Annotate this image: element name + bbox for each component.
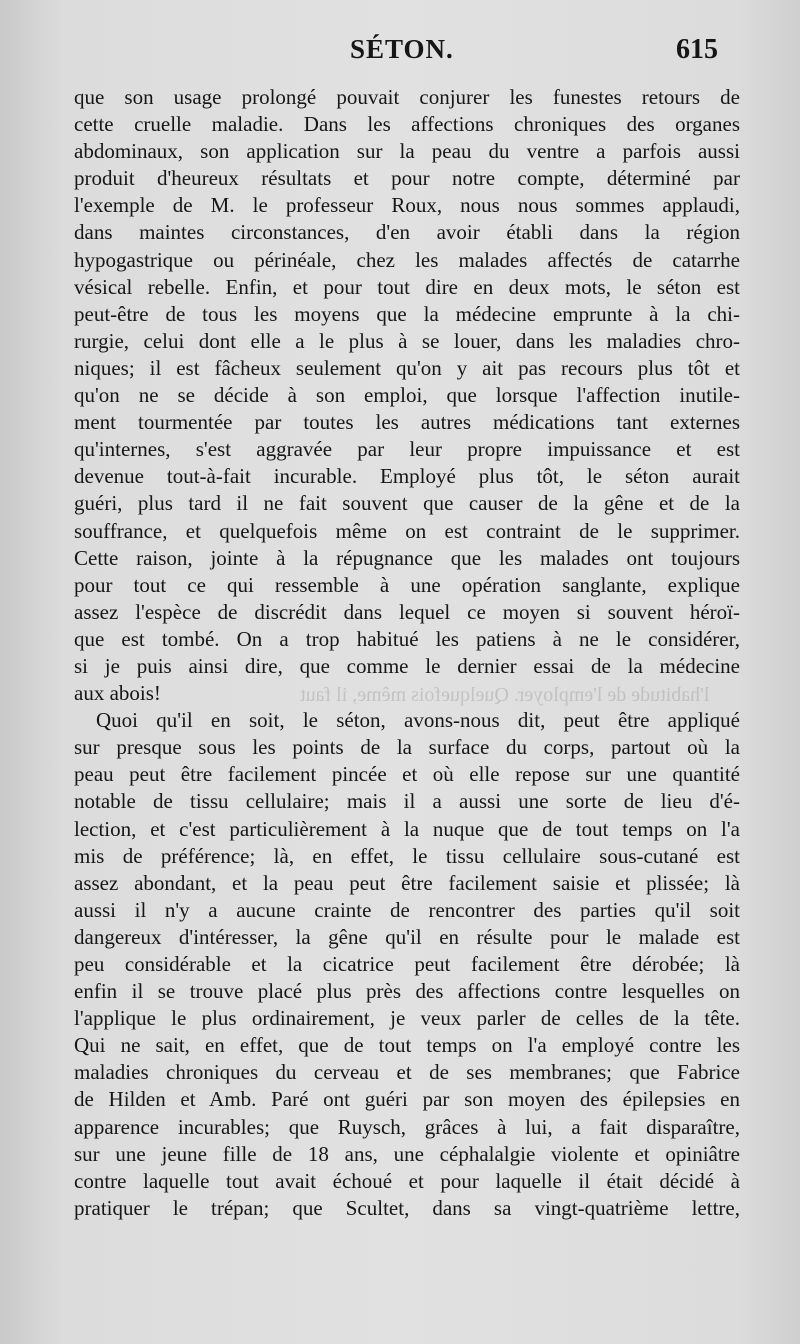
text-line: sur presque sous les points de la surface du corps, partout où la bbox=[74, 735, 740, 760]
text-line: apparence incurables; que Ruysch, grâces à lui, a fait disparaître, bbox=[74, 1114, 740, 1139]
text-line: peut-être de tous les moyens que la médecine emprunte à la chi- bbox=[74, 301, 740, 326]
text-line: Qui ne sait, en effet, que de tout temps on l'a employé contre les bbox=[74, 1033, 740, 1058]
text-line: sur une jeune fille de 18 ans, une céphalalgie violente et opiniâtre bbox=[74, 1141, 740, 1166]
paragraph-start-line: Quoi qu'il en soit, le séton, avons-nous dit, peut être appliqué bbox=[96, 708, 740, 733]
bleed-through-text: l'habitude de l'employer. Quelquefois même, il faut bbox=[300, 684, 710, 706]
text-line: vésical rebelle. Enfin, et pour tout dire en deux mots, le séton est bbox=[74, 274, 740, 299]
text-line: de Hilden et Amb. Paré ont guéri par son moyen des épilepsies en bbox=[74, 1087, 740, 1112]
text-line: assez l'espèce de discrédit dans lequel ce moyen si souvent héroï- bbox=[74, 599, 740, 624]
text-line: hypogastrique ou périnéale, chez les malades affectés de catarrhe bbox=[74, 247, 740, 272]
text-line: produit d'heureux résultats et pour notre compte, déterminé par bbox=[74, 166, 740, 191]
body-text bbox=[74, 84, 740, 1222]
text-line: assez abondant, et la peau peut être facilement saisie et plissée; là bbox=[74, 870, 740, 895]
text-line: lection, et c'est particulièrement à la nuque que de tout temps on l'a bbox=[74, 816, 740, 841]
text-line: si je puis ainsi dire, que comme le dernier essai de la médecine bbox=[74, 653, 740, 678]
text-line: cette cruelle maladie. Dans les affections chroniques des organes bbox=[74, 112, 740, 137]
text-line: dans maintes circonstances, d'en avoir établi dans la région bbox=[74, 220, 740, 245]
text-line: mis de préférence; là, en effet, le tissu cellulaire sous-cutané est bbox=[74, 843, 740, 868]
running-head-title: SÉTON. bbox=[350, 34, 454, 64]
running-head bbox=[0, 34, 800, 74]
text-line: guéri, plus tard il ne fait souvent que causer de la gêne et de la bbox=[74, 491, 740, 516]
text-line: souffrance, et quelquefois même on est contraint de le supprimer. bbox=[74, 518, 740, 543]
page-number: 615 bbox=[676, 34, 718, 65]
text-line: maladies chroniques du cerveau et de ses membranes; que Fabrice bbox=[74, 1060, 740, 1085]
text-line: que est tombé. On a trop habitué les patiens à ne le considérer, bbox=[74, 626, 740, 651]
paragraph-end-line: aux abois! bbox=[74, 681, 161, 706]
text-line: pour tout ce qui ressemble à une opération sanglante, explique bbox=[74, 572, 740, 597]
text-line: contre laquelle tout avait échoué et pour laquelle il était décidé à bbox=[74, 1168, 740, 1193]
text-line: devenue tout-à-fait incurable. Employé plus tôt, le séton aurait bbox=[74, 464, 740, 489]
text-line: qu'on ne se décide à son emploi, que lorsque l'affection inutile- bbox=[74, 383, 740, 408]
text-line: peu considérable et la cicatrice peut facilement être dérobée; là bbox=[74, 952, 740, 976]
text-line: l'exemple de M. le professeur Roux, nous nous sommes applaudi, bbox=[74, 193, 740, 218]
text-line: Cette raison, jointe à la répugnance que les malades ont toujours bbox=[74, 545, 740, 570]
text-line: rurgie, celui dont elle a le plus à se louer, dans les maladies chro- bbox=[74, 328, 740, 353]
text-line: qu'internes, s'est aggravée par leur propre impuissance et est bbox=[74, 437, 740, 462]
text-line: que son usage prolongé pouvait conjurer les funestes retours de bbox=[74, 85, 740, 109]
text-line: ment tourmentée par toutes les autres médications tant externes bbox=[74, 410, 740, 435]
text-line: l'applique le plus ordinairement, je veux parler de celles de la tête. bbox=[74, 1006, 740, 1031]
text-line: enfin il se trouve placé plus près des affections contre lesquelles on bbox=[74, 979, 740, 1004]
text-line: abdominaux, son application sur la peau du ventre a parfois aussi bbox=[74, 139, 740, 164]
text-line: aussi il n'y a aucune crainte de rencontrer des parties qu'il soit bbox=[74, 897, 740, 922]
text-line: notable de tissu cellulaire; mais il a aussi une sorte de lieu d'é- bbox=[74, 789, 740, 814]
text-line: pratiquer le trépan; que Scultet, dans sa vingt-quatrième lettre, bbox=[74, 1195, 740, 1220]
text-line: peau peut être facilement pincée et où elle repose sur une quantité bbox=[74, 762, 740, 787]
text-line: niques; il est fâcheux seulement qu'on y ait pas recours plus tôt et bbox=[74, 355, 740, 380]
text-line: dangereux d'intéresser, la gêne qu'il en résulte pour le malade est bbox=[74, 924, 740, 949]
